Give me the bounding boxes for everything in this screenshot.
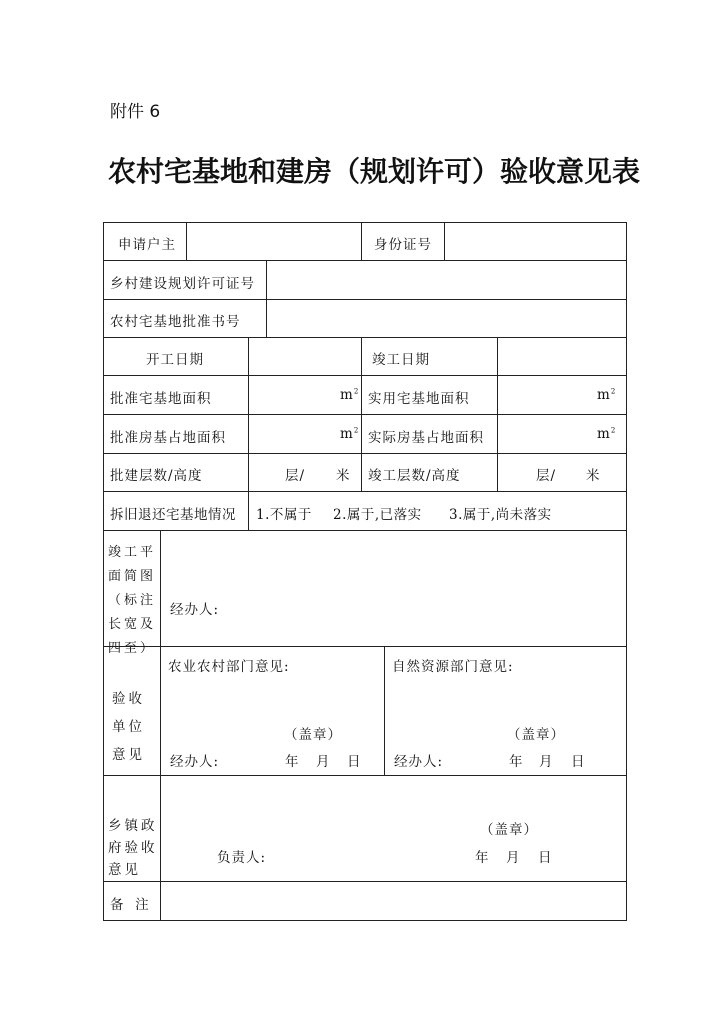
agri-day: 日 [347,754,362,770]
site-plan-handler: 经办人: [170,602,220,618]
completed-floors-label: 竣工层数/高度 [368,468,461,484]
actual-building-area-label: 实际房基占地面积 [368,430,484,446]
approved-building-area-label: 批准房基占地面积 [110,430,226,446]
remarks-label: 备 注 [110,897,150,913]
approved-homestead-area-label: 批准宅基地面积 [110,391,212,407]
unit-m2: $m^2$ [340,387,360,403]
resource-month: 月 [539,754,554,770]
unit-meter: 米 [336,468,351,484]
acceptance-label: 验收单位意见 [112,691,145,763]
town-year: 年 [475,850,490,866]
resource-dept-label: 自然资源部门意见: [392,659,514,675]
homestead-approval-label: 农村宅基地批准书号 [110,314,241,330]
agri-seal: （盖章） [284,727,342,743]
demolition-label: 拆旧退还宅基地情况 [110,507,236,523]
unit-floor: 层/ [285,468,306,484]
planning-permit-field[interactable] [270,264,623,296]
remarks-field[interactable] [164,885,623,917]
agri-dept-label: 农业农村部门意见: [168,659,290,675]
resource-handler: 经办人: [394,754,444,770]
id-number-field[interactable] [448,226,623,257]
resource-day: 日 [571,754,586,770]
unit-meter: 米 [586,468,601,484]
demolition-option-2[interactable]: 2.属于,已落实 [333,507,422,523]
agri-year: 年 [285,754,300,770]
homestead-approval-field[interactable] [270,302,623,334]
attachment-label: 附件 6 [110,102,161,122]
planning-permit-label: 乡村建设规划许可证号 [110,276,255,292]
town-month: 月 [506,850,521,866]
actual-homestead-area-label: 实用宅基地面积 [368,391,470,407]
unit-floor: 层/ [536,468,557,484]
resource-seal: （盖章） [507,727,565,743]
id-number-label: 身份证号 [374,237,432,253]
demolition-option-1[interactable]: 1.不属于 [256,507,312,523]
unit-m2: $m^2$ [597,387,617,403]
start-date-label: 开工日期 [146,352,204,368]
start-date-field[interactable] [252,341,358,372]
resource-year: 年 [509,754,524,770]
unit-m2: $m^2$ [340,426,360,442]
completion-date-label: 竣工日期 [372,352,430,368]
applicant-field[interactable] [190,226,358,257]
town-label: 乡镇政府验收意见 [108,818,158,878]
unit-m2: $m^2$ [597,426,617,442]
town-seal: （盖章） [480,822,538,838]
applicant-label: 申请户主 [118,237,176,253]
page-title: 农村宅基地和建房（规划许可）验收意见表 [108,155,641,188]
demolition-option-3[interactable]: 3.属于,尚未落实 [449,507,552,523]
site-plan-label: 竣工平面简图（标注长宽及四至） [108,545,157,656]
approved-floors-label: 批建层数/高度 [110,468,203,484]
town-day: 日 [538,850,553,866]
completion-date-field[interactable] [501,341,623,372]
town-responsible: 负责人: [217,850,267,866]
agri-month: 月 [316,754,331,770]
agri-handler: 经办人: [170,754,220,770]
site-plan-area[interactable] [164,534,623,642]
